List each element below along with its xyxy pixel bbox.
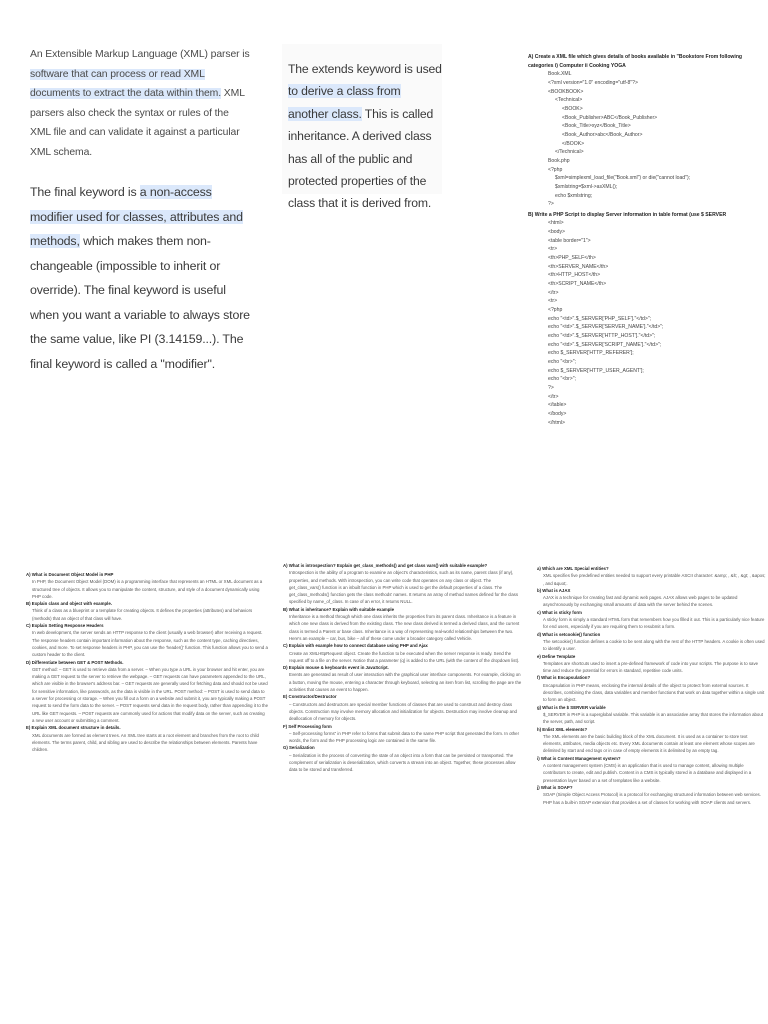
answer-text: Introspection is the ability of a program to examine an object's characteristics, such as its name, parent class (if any), properties, and methods. With introspection, you can write code that operates on any class or object. The get_class_vars() function is an inbuilt function in PHP which is used to get the default properties of a class. The get_class_methods() function gets the class methods' names. It returns an array of method names defined for the class specified by name_of_class. In case of an error, it returns NULL. (289, 570, 518, 605)
answer-text: The XML elements are the basic building block of the XML document. It is used as a container to store text elements, attributes, media objects etc. Every XML documents contain at least one element whose scopes are delimited by start and end tags or in case of empty elements it is delimited by an empty tag. (543, 733, 755, 754)
question-heading: b) What is AJAX (537, 587, 571, 593)
xml-php-code-panel (528, 53, 743, 448)
code-line: <th>SCRIPT_NAME</th> (548, 281, 607, 288)
xml-parser-paragraph: An Extensible Markup Language (XML) parser is software that can process or read XML documents to extract the data within them. XML parsers also check the syntax or rules of the XML file and can validate it against a particular XML schema. (30, 49, 250, 158)
code-line: $xmlstring=$xml->asXML(); (555, 183, 618, 190)
question-heading: h) Enlist XML elements? (537, 726, 588, 732)
code-line: echo "<td>".$_SERVER['SCRIPT_NAME']."</td>"; (548, 341, 662, 348)
code-line: echo "<td>".$_SERVER['PHP_SELF']."</td>"; (548, 315, 652, 322)
notes-column-2 (283, 562, 523, 907)
code-line: <?php (548, 307, 563, 314)
answer-text: AJAX is a technique for creating fast and dynamic web pages. AJAX allows web pages to be updated asynchronously by exchanging small amounts of data with the server behind the scenes. (543, 595, 738, 608)
question-heading: f) What is Encapsulation? (537, 675, 591, 681)
answer-text: Create an XMLHttpRequest object. Create the function to be executed when the server response is ready. Send the request off to a file on the server. Notice that a parameter (q) is added to the URL (with the content of the dropdown list). (289, 650, 520, 663)
code-line: ?> (548, 384, 554, 391)
highlighted-text: a non-access modifier used for classes, attributes and methods, (30, 185, 243, 248)
extends-keyword-paragraph: The extends keyword is used to derive a class from another class. This is called inheritance. A derived class has all of the public and protected properties of the class that it is derived from. (288, 62, 442, 211)
code-line: <th>SERVER_NAME</th> (548, 263, 609, 270)
answer-text: XML documents are formed as element trees. An XML tree starts at a root element and branches from the root to child elements. The terms parent, child, and sibling are used to describe the relationships between elements. Parents have children. (32, 732, 259, 753)
code-line: <th>HTTP_HOST</th> (548, 272, 601, 279)
code-line: <Book_Author>abc</Book_Author> (562, 131, 643, 138)
question-heading: C) Explain Setting Response Headers (26, 623, 104, 629)
code-line: <table border="1"> (548, 237, 591, 244)
code-line: </table> (548, 402, 567, 409)
code-line: echo "<br>"; (548, 358, 576, 365)
code-line: </BOOK> (562, 140, 585, 147)
answer-text: GET method: – GET is used to retrieve data from a server. – When you type a URL in your browser and hit enter, you are making a GET request to the server to retrieve the webpage. – GET requests can have parameters appended to the URL, which are visible in the browser's address bar. – GET requests are generally used for fetching data and should not be used for sensitive information, like passwords, as the data is visible in the URL. POST method: – POST is used to send data to a server for processing or storage. – When you fill out a form on a website and submit it, you are typically making a POST request to send the form data to the server. – POST requests send data in the request body, rather than appending it to the URL like GET requests. – POST requests are commonly used for actions that modify data on the server, such as creating a new user account or submitting a comment. (32, 666, 268, 723)
final-keyword-paragraph: The final keyword is a non-access modifier used for classes, attributes and methods, which makes them non-changeable (impossible to inherit or override). The final keyword is useful when you want a variable to always store the same value, like PI (3.14159...). The final keyword is called a "modifier". (30, 185, 250, 371)
answer-text: $_SERVER in PHP is a superglobal variable. This variable is an associative array that stores the information about the server, path, and script. (543, 711, 763, 725)
question-heading: C) Explain with example how to connect database using PHP and Ajax (283, 643, 428, 649)
notes-column-3 (537, 565, 767, 910)
code-line: echo $_SERVER['HTTP_USER_AGENT']; (548, 367, 644, 374)
code-line: <Book_Title>xyz</Book_Title> (562, 123, 631, 130)
question-heading: B) Explain class and object with example. (26, 601, 112, 607)
code-line: echo "<td>".$_SERVER['SERVER_NAME']."</td>"; (548, 324, 664, 331)
question-heading: E) Constructor/Destructor (283, 694, 337, 700)
code-line: <?xml version="1.0" encoding="utf-8"?> (548, 79, 638, 86)
code-line: ?> (548, 201, 554, 208)
code-line: </tr> (548, 289, 559, 296)
code-line: <tr> (548, 246, 558, 253)
code-line: <BOOKBOOK> (548, 88, 584, 95)
answer-text: Encapsulation in PHP means, enclosing the internal details of the object to protect from external sources. It describes, combining the class, data variables and member functions that work on data together within a single unit to form an object. (543, 682, 765, 703)
code-line: <Technical> (555, 97, 583, 104)
question-heading: A) Create a XML file which gives details of books available in "Bookstore From following categories i) Computer ii Cooking YOGA (528, 54, 743, 69)
code-line: Book.XML (548, 71, 572, 78)
answer-text: Inheritance is a method through which one class inherits the properties from its parent class. Inheritance is a feature in which one new class is derived from the existing class. The new class derived is termed a derived class, and the current class is termed a Parent or base class. Inheritance is a way of representing real-world relationships between the two. Here's an example – car, bus, bike – all of these come under a broader category called Vehicle. (289, 614, 520, 641)
code-block-php (528, 219, 743, 427)
question-heading: E) Explain XML document structure in details. (26, 725, 121, 731)
answer-text: SOAP (Simple Object Access Protocol) is a protocol for exchanging structured information between web services. PHP has a built-in SOAP extension that provides a set of classes for working with SOAP clients and servers. (543, 792, 761, 805)
question-heading: F) Self Processing form (283, 723, 332, 729)
xml-parser-final-keyword-panel (30, 45, 250, 385)
code-line: <th>PHP_SELF</th> (548, 255, 596, 262)
code-line: Book.php (548, 157, 570, 164)
code-line: </Technical> (555, 149, 584, 156)
question-heading: g) What is the $ SERVER variable (537, 704, 606, 710)
code-block-xml (528, 70, 743, 209)
question-heading: D) Differentiate between GET & POST Methods. (26, 659, 124, 665)
code-line: <Book_Publisher>ABC</Book_Publisher> (562, 114, 658, 121)
answer-text: Think of a class as a blueprint or a template for creating objects. It defines the properties (attributes) and behaviors (methods) that an object of that class will have. (32, 608, 253, 621)
answer-text: – Constructors and destructors are special member functions of classes that are used to construct and destroy class objects. Construction may involve memory allocation and initialization for objects. Destruction may involve cleanup and deallocation of memory for objects. (289, 701, 517, 722)
answer-text: In PHP, the Document Object Model (DOM) is a programming interface that represents an HTML or XML document as a structured tree of objects. It allows you to manipulate the content, structure, and style of a document dynamically using PHP code. (32, 579, 263, 599)
code-line: </tr> (548, 393, 559, 400)
answer-text: A content management system (CMS) is an application that is used to manage content, allowing multiple contributors to create, edit and publish. Content in a CMS is typically stored in a database and displayed in a presentation layer based on a set of templates like a website. (543, 763, 752, 783)
code-line: echo "<br>"; (548, 376, 576, 383)
answer-text: – Self-processing forms" in PHP refer to forms that submit data to the same PHP script that generated the form. In other words, the form and the PHP processing logic are contained in the same file. (289, 730, 520, 744)
question-heading: j) What is SOAP? (537, 784, 573, 790)
question-heading: e) Define Template (537, 653, 576, 659)
code-line: </html> (548, 419, 565, 426)
question-heading: A) What is Document Object Model in PHP (26, 572, 114, 577)
code-line: <?php (548, 166, 563, 173)
question-heading: d) What is setcookie() function (537, 631, 601, 637)
code-line: echo $_SERVER['HTTP_REFERER']; (548, 350, 634, 357)
code-line: <html> (548, 220, 564, 227)
code-line: <tr> (548, 298, 558, 305)
answer-text: Templates are shortcuts used to insert a pre-defined framework of code into your scripts. The purpose is to save time and reduce the potential for errors in standard, repetitive code units. (543, 660, 759, 674)
question-heading: B) Write a PHP Script to display Server information in table format (use $ SERVER (528, 211, 727, 218)
notes-column-1 (26, 571, 268, 916)
question-heading: D) Explain mouse & keyboards event in JavaScript. (283, 665, 389, 671)
answer-text: The setcookie() function defines a cookie to be sent along with the rest of the HTTP headers. A cookie is often used to identify a user. (543, 638, 765, 652)
question-heading: A) What is introspection? Explain get_class_methods() and get class vars() with suitable example? (283, 563, 488, 568)
answer-text: XML specifies five predefined entities needed to support every printable ASCII character: &amp; , &lt; , &gt; , &apos; , and &quot;. (543, 573, 766, 586)
question-heading: G) Serialization (283, 745, 315, 751)
code-line: </body> (548, 410, 567, 417)
extends-keyword-panel (282, 44, 442, 211)
answer-text: Events are generated as result of user interaction with the graphical user interface components. For example, clicking on a button, moving the mouse, entering a character through keyboard, selecting an item from list, scrolling the page are the activities that causes an event to happen. (289, 672, 522, 693)
question-heading: a) Which are XML Special entities? (537, 566, 609, 571)
question-heading: c) What is sticky form (537, 609, 582, 615)
code-line: <body> (548, 229, 565, 236)
question-heading: B) What is inheritance? Explain with suitable example (283, 606, 395, 612)
code-line: $xml=simplexml_load_file("Book.xml") or die("cannot load"); (555, 175, 691, 182)
answer-text: In web development, the server sends an HTTP response to the client (usually a web browser) after receiving a request. The response headers contain important information about the response, such as the content type, caching directives, cookies, and more. To set response headers in PHP, you can use the 'header()' function. This function allows you to send a custom header to the client. (32, 630, 268, 658)
highlighted-text: to derive a class from another class. (288, 84, 401, 121)
highlighted-text: software that can process or read XML documents to extract the data within them. (30, 68, 222, 99)
code-line: <BOOK> (562, 105, 583, 112)
answer-text: A sticky form is simply a standard HTML form that remembers how you filled it out. This is a particularly nice feature for end users, especially if you are requiring them to resubmit a form. (543, 617, 765, 630)
question-heading: i) What is Content Management system? (537, 755, 621, 761)
answer-text: – Serialization is the process of converting the state of an object into a form that can be persisted or transported. The complement of serialization is deserialization, which converts a stream into an object. Together, these processes allow data to be stored and transferred. (289, 752, 516, 773)
code-line: echo $xmlstring; (555, 192, 593, 199)
code-line: echo "<td>".$_SERVER['HTTP_HOST']."</td>"; (548, 333, 656, 339)
